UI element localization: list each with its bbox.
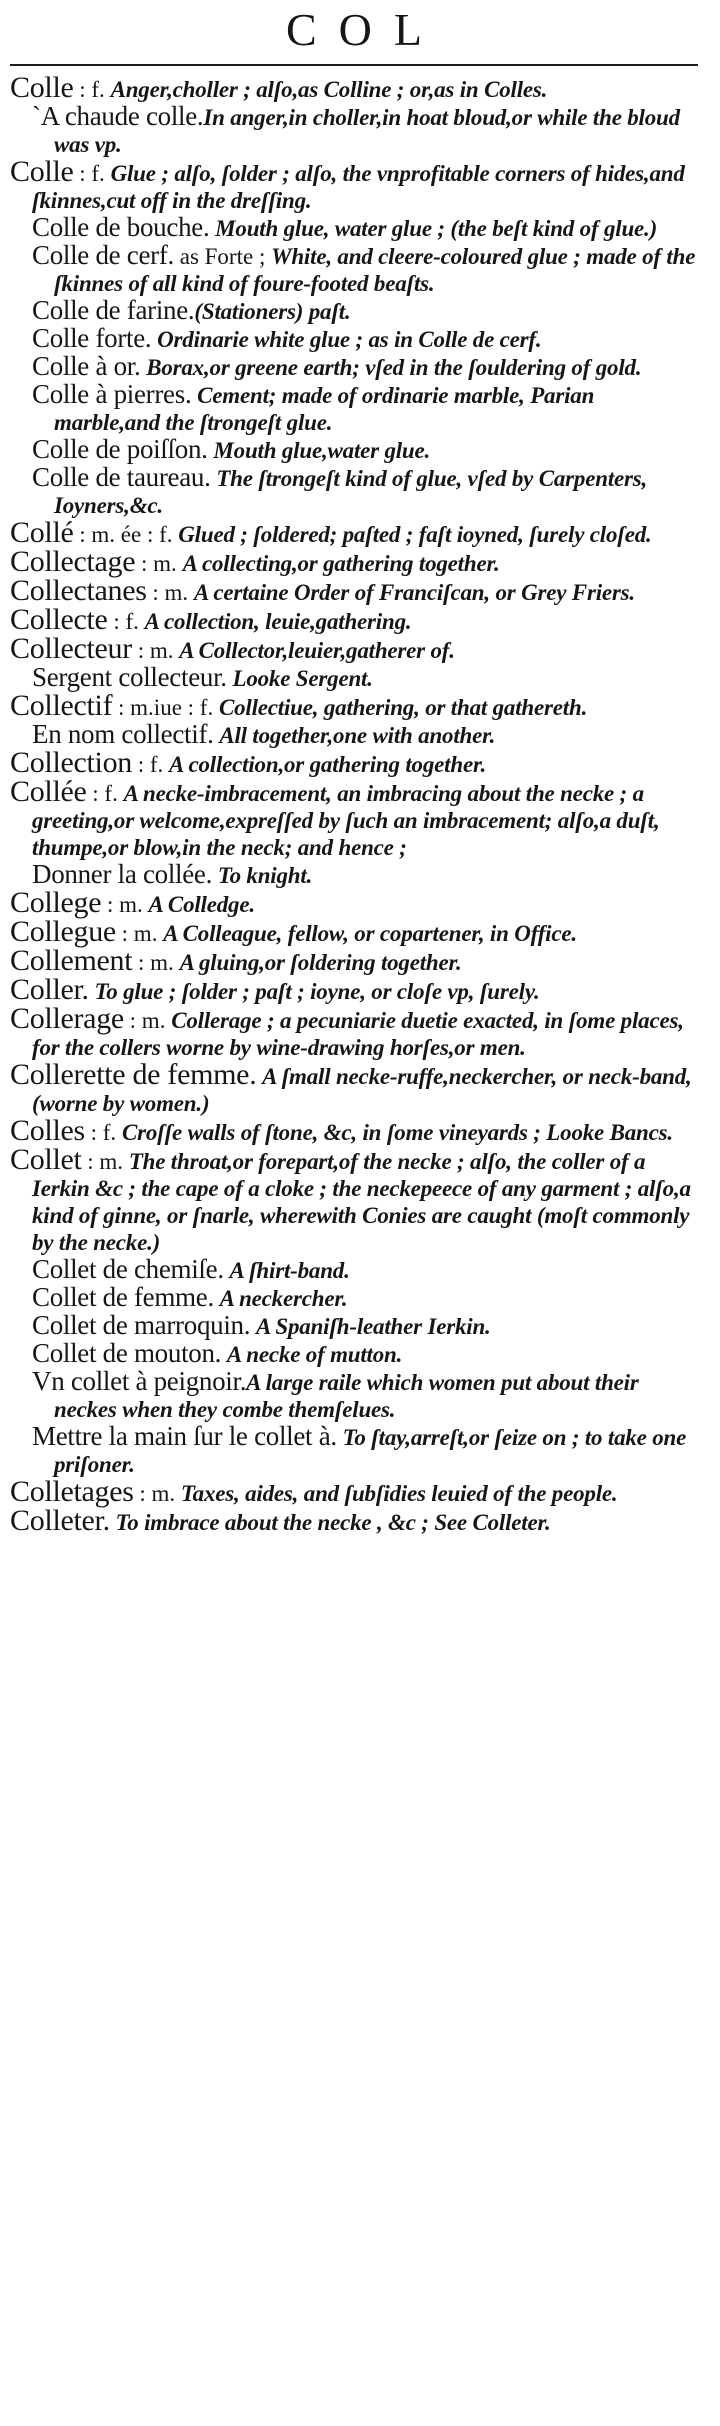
entry-definition: A collection,or gathering together.	[169, 752, 486, 777]
entry-headword: Collet de femme.	[32, 1282, 214, 1312]
sub-entry	[10, 721, 698, 749]
entry-headword: Collement	[10, 944, 133, 977]
entry-headword: Collée	[10, 775, 87, 808]
entry-headword: Collectanes	[10, 574, 147, 607]
dictionary-entry	[10, 574, 698, 607]
entry-headword: Collecteur	[10, 632, 132, 665]
sub-entry	[10, 1256, 698, 1284]
entry-headword: Collection	[10, 746, 132, 779]
entry-definition: The throat,or forepart,of the necke ; alſo, the coller of a Ierkin &c ; the cape of a cloke ; the neckepeece of any garment ; alſo,a kind of ginne, or ſnarle, wherewith Conies are caught (moſt commonly by the necke.)	[32, 1149, 691, 1255]
dictionary-entry	[10, 1114, 698, 1147]
dictionary-entry	[10, 155, 698, 214]
sub-entry	[10, 297, 698, 325]
sub-entry	[10, 861, 698, 889]
entry-definition: A Colleague, fellow, or copartener, in Office.	[163, 921, 577, 946]
entry-definition: White, and cleere-coloured glue ; made of the ſkinnes of all kind of foure-footed beaſts.	[54, 244, 696, 296]
entry-headword: En nom collectif.	[32, 719, 214, 749]
entry-headword: College	[10, 886, 102, 919]
entry-grammar: : f.	[86, 781, 124, 806]
entry-definition: To glue ; ſolder ; paſt ; ioyne, or cloſe vp, ſurely.	[94, 979, 540, 1004]
entry-headword: Colleter.	[10, 1504, 110, 1537]
entry-headword: Colle à pierres.	[32, 379, 192, 409]
entry-definition: A necke-imbracement, an imbracing about the necke ; a greeting,or welcome,expreſſed by ſuch an imbracement; alſo,a duſt, thumpe,or blow,in the neck; and hence ;	[32, 781, 660, 860]
entry-definition: Borax,or greene earth; vſed in the ſouldering of gold.	[146, 355, 642, 380]
entry-headword: Vn collet à peignoir.	[32, 1366, 247, 1396]
entry-headword: Collet de marroquin.	[32, 1310, 251, 1340]
entry-definition: Cement; made of ordinarie marble, Parian marble,and the ſtrongeſt glue.	[54, 383, 595, 435]
entry-definition: Croſſe walls of ſtone, &c, in ſome vineyards ; Looke Bancs.	[121, 1120, 673, 1145]
entry-grammar: : m.	[123, 1008, 172, 1033]
entry-grammar: : m.	[81, 1149, 129, 1174]
entry-headword: Colle de farine.	[32, 295, 195, 325]
entry-grammar: : f.	[73, 161, 111, 186]
entry-grammar: : m. ée : f.	[73, 522, 179, 547]
entry-grammar: : f.	[107, 609, 145, 634]
dictionary-entry	[10, 1058, 698, 1117]
entry-definition: Glued ; ſoldered; paſted ; faſt ioyned, ſurely cloſed.	[178, 522, 652, 547]
entry-definition: A Collector,leuier,gatherer of.	[179, 638, 455, 663]
entry-definition: Looke Sergent.	[232, 666, 373, 691]
entry-headword: Collet	[10, 1143, 82, 1176]
sub-entry	[10, 1284, 698, 1312]
entry-definition: The ſtrongeſt kind of glue, vſed by Carpenters, Ioyners,&c.	[54, 466, 648, 518]
entry-headword: Colles	[10, 1114, 85, 1147]
sub-entry	[10, 436, 698, 464]
entry-headword: Collé	[10, 516, 74, 549]
entry-definition: A gluing,or ſoldering together.	[179, 950, 462, 975]
entry-definition: Taxes, aides, and ſubſidies leuied of the people.	[180, 1481, 618, 1506]
entry-grammar: : m.	[133, 1481, 181, 1506]
entry-definition: Mouth glue,water glue.	[213, 438, 431, 463]
dictionary-entry	[10, 1475, 698, 1508]
entry-definition: A ſmall necke-ruffe,neckercher, or neck-band,(worne by women.)	[32, 1064, 692, 1116]
entry-grammar: : m.	[115, 921, 164, 946]
dictionary-entry	[10, 915, 698, 948]
sub-entry	[10, 242, 698, 297]
sub-entry	[10, 325, 698, 353]
entry-definition: A neckercher.	[219, 1286, 348, 1311]
entry-definition: Ordinarie white glue ; as in Colle de cerf.	[157, 327, 542, 352]
entries-list	[10, 71, 698, 1537]
entry-definition: Glue ; alſo, ſolder ; alſo, the vnprofitable corners of hides,and ſkinnes,cut off in the dreſſing.	[32, 161, 685, 213]
entry-grammar: : f.	[131, 752, 170, 777]
entry-headword: Sergent collecteur.	[32, 662, 227, 692]
dictionary-entry	[10, 775, 698, 861]
sub-entry	[10, 664, 698, 692]
entry-headword: Colle à or.	[32, 351, 141, 381]
entry-headword: Collecte	[10, 603, 108, 636]
entry-headword: Colle	[10, 155, 74, 188]
entry-definition: All together,one with another.	[219, 723, 496, 748]
dictionary-entry	[10, 516, 698, 549]
entry-grammar: : m.	[132, 950, 180, 975]
entry-headword: Collerage	[10, 1002, 124, 1035]
sub-entry	[10, 1368, 698, 1423]
entry-headword: Colle de taureau.	[32, 462, 211, 492]
entry-definition: Collectiue, gathering, or that gathereth.	[218, 695, 588, 720]
sub-entry	[10, 103, 698, 158]
entry-definition: A Spaniſh-leather Ierkin.	[255, 1314, 491, 1339]
sub-entry	[10, 1312, 698, 1340]
entry-definition: Mouth glue, water glue ; (the beſt kind of glue.)	[215, 216, 658, 241]
entry-definition: A collecting,or gathering together.	[182, 551, 500, 576]
page-header: COL	[286, 4, 444, 55]
entry-definition: A ſhirt-band.	[229, 1258, 350, 1283]
entry-definition: A certaine Order of Franciſcan, or Grey Friers.	[193, 580, 635, 605]
entry-grammar: : m.	[135, 551, 183, 576]
sub-entry	[10, 1340, 698, 1368]
dictionary-entry	[10, 1504, 698, 1537]
entry-definition: A Colledge.	[148, 892, 255, 917]
entry-headword: Collectage	[10, 545, 136, 578]
entry-headword: Donner la collée.	[32, 859, 213, 889]
dictionary-entry	[10, 973, 698, 1006]
entry-headword: Collectif	[10, 689, 113, 722]
entry-headword: Colletages	[10, 1475, 134, 1508]
dictionary-entry	[10, 632, 698, 665]
entry-headword: Colle de cerf.	[32, 240, 174, 270]
sub-entry	[10, 381, 698, 436]
entry-grammar: : m.	[131, 638, 180, 663]
entry-grammar: as Forte ;	[173, 244, 272, 269]
entry-grammar: : f.	[73, 77, 111, 102]
entry-definition: In anger,in choller,in hoat bloud,or while the bloud was vp.	[54, 105, 680, 157]
entry-headword: Colle de poiſſon.	[32, 434, 208, 464]
dictionary-entry	[10, 746, 698, 779]
header-rule	[10, 64, 698, 66]
entry-definition: To ſtay,arreſt,or ſeize on ; to take one priſoner.	[54, 1425, 687, 1477]
entry-headword: Collet de mouton.	[32, 1338, 222, 1368]
entry-definition: To imbrace about the necke , &c ; See Colleter.	[115, 1510, 551, 1535]
dictionary-entry	[10, 886, 698, 919]
entry-headword: `A chaude colle.	[32, 101, 204, 131]
dictionary-entry	[10, 1002, 698, 1061]
sub-entry	[10, 214, 698, 242]
dictionary-entry	[10, 603, 698, 636]
entry-definition: A collection, leuie,gathering.	[144, 609, 412, 634]
dictionary-entry	[10, 71, 698, 104]
dictionary-entry	[10, 689, 698, 722]
entry-definition: Anger,choller ; alſo,as Colline ; or,as in Colles.	[110, 77, 548, 102]
entry-grammar: : f.	[84, 1120, 122, 1145]
entry-headword: Colle forte.	[32, 323, 152, 353]
entry-headword: Collerette de femme.	[10, 1058, 257, 1091]
entry-grammar: : m.	[146, 580, 194, 605]
entry-grammar: : m.iue : f.	[112, 695, 219, 720]
entry-grammar: : m.	[101, 892, 149, 917]
entry-headword: Mettre la main ſur le collet à.	[32, 1421, 337, 1451]
sub-entry	[10, 1423, 698, 1478]
entry-headword: Collet de chemiſe.	[32, 1254, 224, 1284]
dictionary-entry	[10, 545, 698, 578]
sub-entry	[10, 464, 698, 519]
dictionary-entry	[10, 1143, 698, 1256]
dictionary-entry	[10, 944, 698, 977]
entry-definition: A large raile which women put about their neckes when they combe themſelues.	[54, 1370, 639, 1422]
entry-definition: A necke of mutton.	[226, 1342, 403, 1367]
entry-headword: Coller.	[10, 973, 89, 1006]
entry-headword: Collegue	[10, 915, 116, 948]
entry-definition: (Stationers) paſt.	[194, 299, 351, 324]
sub-entry	[10, 353, 698, 381]
entry-definition: Collerage ; a pecuniarie duetie exacted, in ſome places, for the collers worne by wine-drawing horſes,or men.	[32, 1008, 684, 1060]
entry-definition: To knight.	[217, 863, 313, 888]
entry-headword: Colle de bouche.	[32, 212, 210, 242]
entry-headword: Colle	[10, 71, 74, 104]
